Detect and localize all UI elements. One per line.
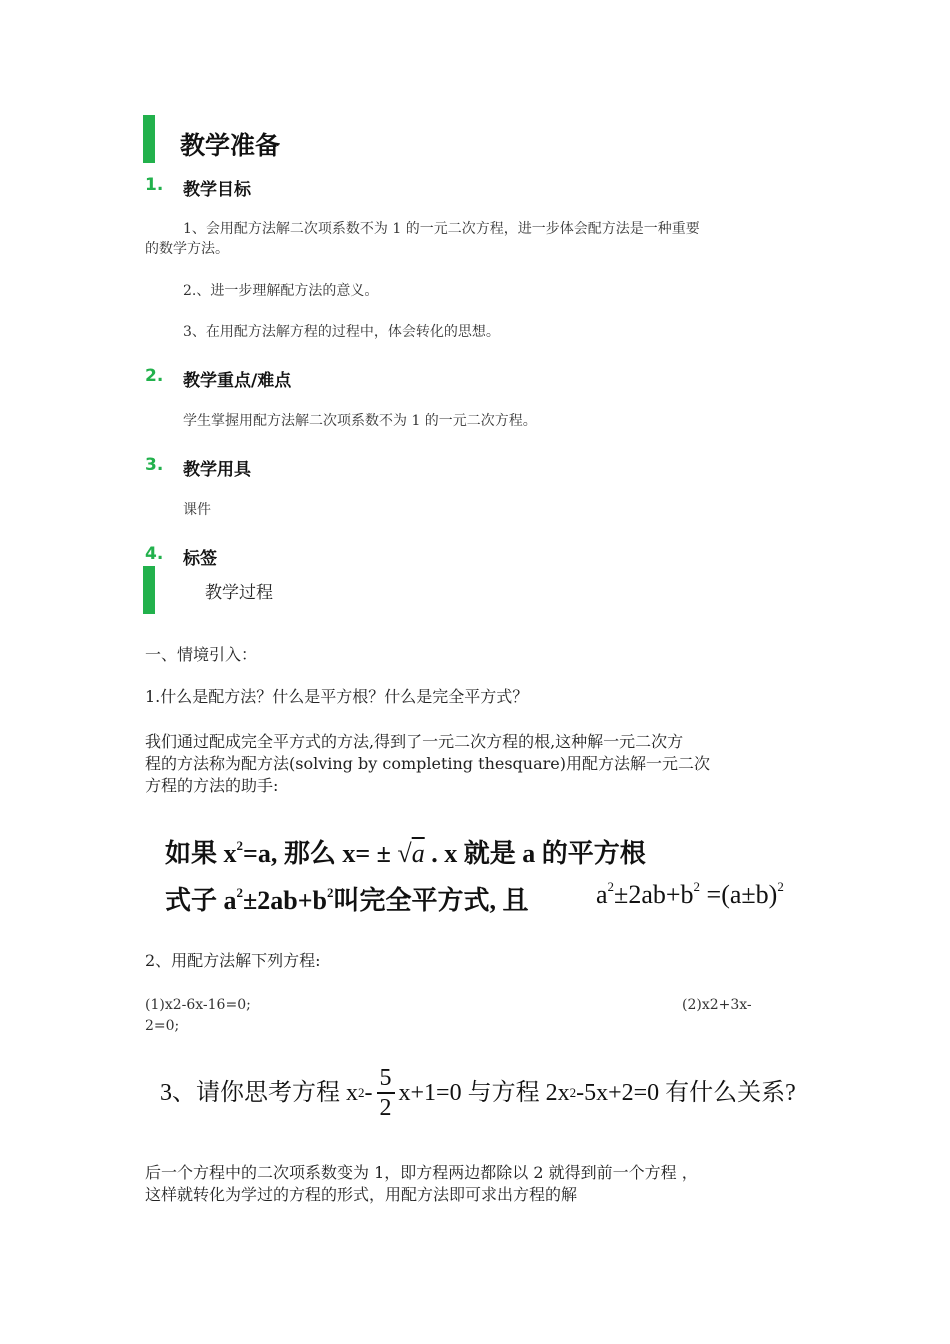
section-heading-tools: 教学用具 (183, 460, 251, 480)
intro-paragraph-line3: 方程的方法的助手: (145, 776, 279, 795)
section-number-1: 1. (145, 175, 164, 195)
formula-square-root: 如果 $x^2=a$, 那么 x= ± √a . x 就是 a 的平方根 (165, 838, 646, 868)
title-accent-bar (143, 115, 155, 163)
section-number-3: 3. (145, 455, 164, 475)
keypoint-text: 学生掌握用配方法解二次项系数不为 1 的一元二次方程。 (183, 413, 537, 429)
fraction-five-halves: $\frac{5}{2}$ (377, 1064, 395, 1122)
intro-paragraph-line2: 程的方法称为配方法(solving by completing thesquare)用配方法解一元二次 (145, 754, 710, 773)
tools-text: 课件 (183, 502, 211, 518)
conclusion-line1: 后一个方程中的二次项系数变为 1，即方程两边都除以 2 就得到前一个方程 ， (145, 1163, 698, 1182)
formula-perfect-square-identity: $a^2\pm 2ab+b^2 =(a\pm b)^2$ (596, 879, 784, 909)
goal-1-line2: 的数学方法。 (145, 241, 229, 257)
equation-1: (1)x2-6x-16=0; (145, 997, 251, 1013)
goal-3: 3、在用配方法解方程的过程中，体会转化的思想。 (183, 324, 500, 340)
goal-1-line1: 1、会用配方法解二次项系数不为 1 的一元二次方程，进一步体会配方法是一种重要 (183, 221, 700, 237)
intro-heading: 一、情境引入： (145, 645, 258, 664)
section-number-4: 4. (145, 544, 164, 564)
goal-2: 2.、进一步理解配方法的意义。 (183, 283, 379, 299)
question-3: 3、请你思考方程 x 2 - $\frac{5}{2}$ x+1=0 与方程 2x 2 -5x+2=0 有什么关系? (160, 1065, 796, 1121)
formula-perfect-square: 式子 $a^2\pm 2ab+b^2$叫完全平方式, 且 (165, 885, 529, 915)
sqrt-icon: √ (397, 839, 412, 868)
equation-2-part2: 2=0; (145, 1018, 180, 1034)
section-heading-keypoints: 教学重点/难点 (183, 371, 292, 391)
intro-paragraph-line1: 我们通过配成完全平方式的方法,得到了一元二次方程的根,这种解一元二次方 (145, 732, 684, 751)
process-title: 教学过程 (205, 583, 273, 603)
conclusion-line2: 这样就转化为学过的方程的形式，用配方法即可求出方程的解 (145, 1185, 578, 1204)
section-heading-goals: 教学目标 (183, 180, 251, 200)
equation-2-part1: (2)x2+3x- (682, 997, 752, 1013)
question-2-heading: 2、用配方法解下列方程: (145, 951, 321, 970)
intro-question-1: 1.什么是配方法？什么是平方根？什么是完全平方式？ (145, 687, 529, 706)
process-accent-bar (143, 566, 155, 614)
section-number-2: 2. (145, 366, 164, 386)
section-heading-tags: 标签 (183, 549, 217, 569)
page-title: 教学准备 (180, 131, 281, 160)
